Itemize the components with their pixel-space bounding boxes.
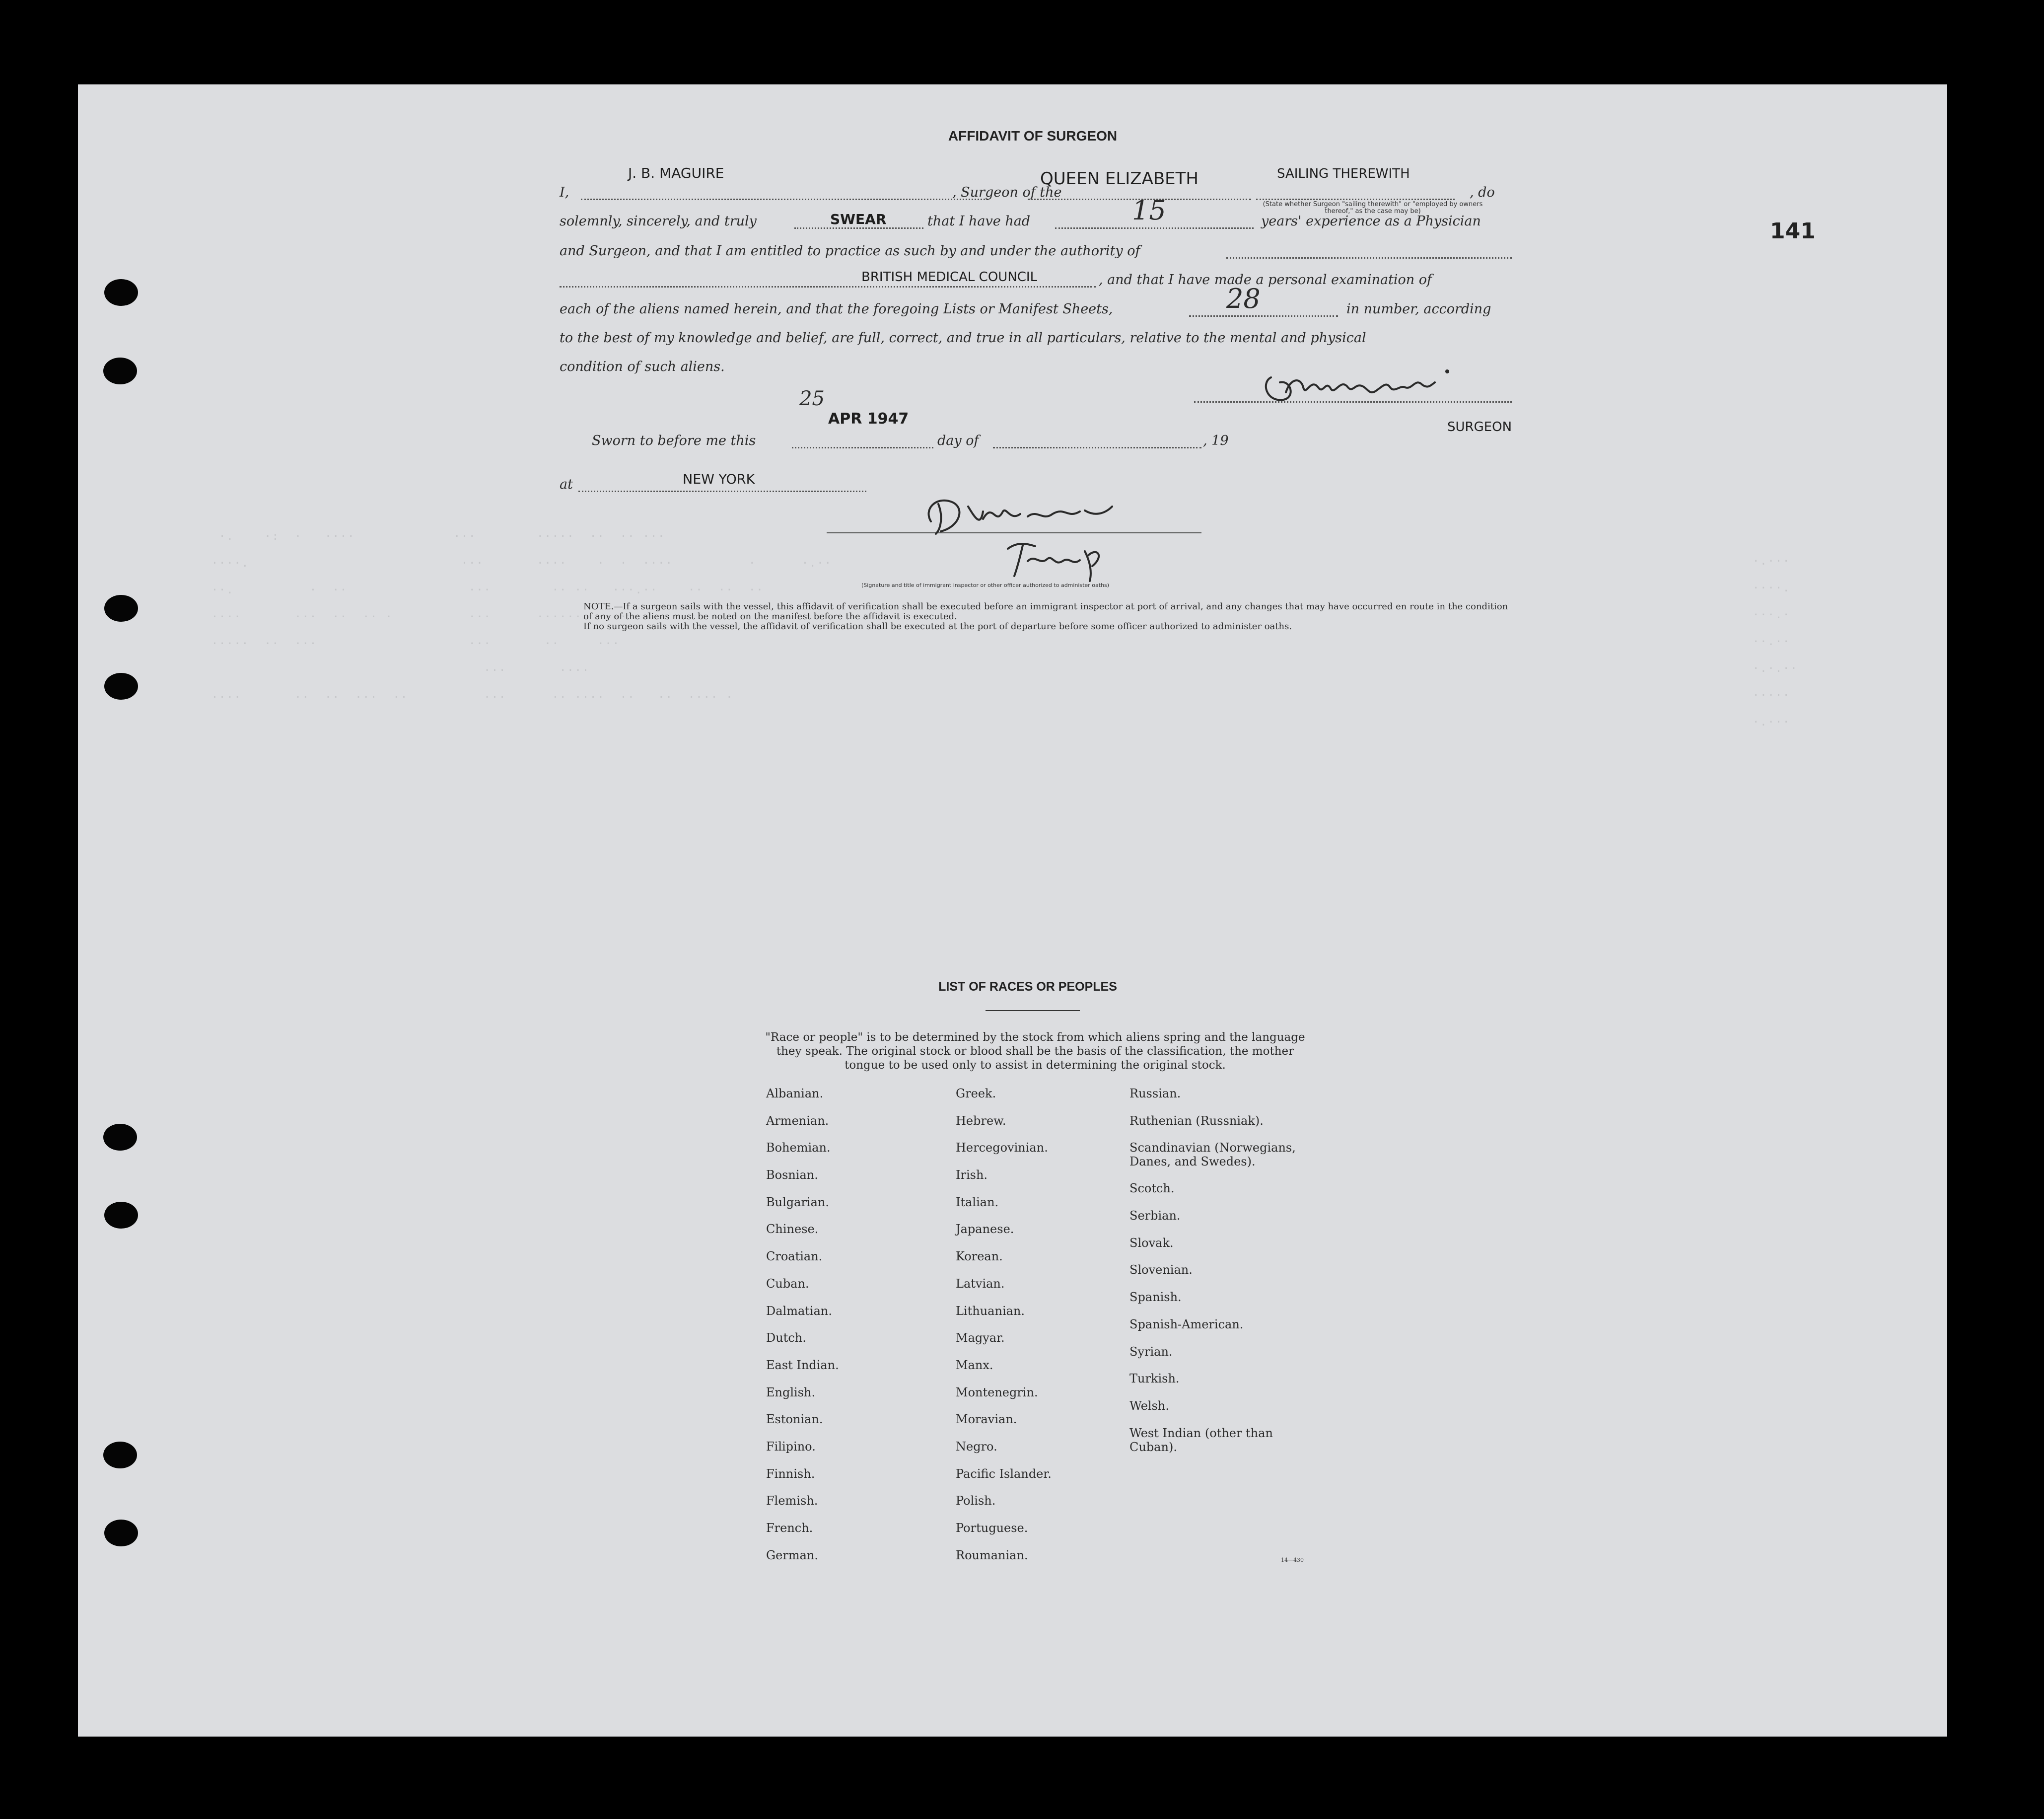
page-number: 141 xyxy=(1770,218,1816,244)
races-title: LIST OF RACES OR PEOPLES xyxy=(938,980,1117,994)
race-entry: Greek. xyxy=(956,1087,996,1100)
race-entry: Serbian. xyxy=(1129,1209,1181,1223)
binder-hole xyxy=(104,673,138,700)
fill-line xyxy=(560,286,1096,288)
race-entry: Portuguese. xyxy=(956,1521,1028,1535)
race-entry: Hercegovinian. xyxy=(956,1141,1048,1155)
race-entry: Armenian. xyxy=(766,1113,829,1128)
note-paragraph-1 xyxy=(583,602,1517,622)
sworn-mid: day of xyxy=(937,433,979,448)
affidavit-line-1-mid: , Surgeon of the xyxy=(952,185,1062,200)
race-entry: Bosnian. xyxy=(766,1168,818,1182)
race-entry: Hebrew. xyxy=(956,1113,1006,1128)
fill-line xyxy=(581,199,988,200)
race-entry: Roumanian. xyxy=(956,1548,1028,1562)
sailing-instruction: (State whether Surgeon "sailing therewith" or "employed by owners thereof," as the case may be) xyxy=(1263,201,1483,215)
sworn-place: NEW YORK xyxy=(683,472,755,487)
affidavit-line-5-prefix: each of the aliens named herein, and that the foregoing Lists or Manifest Sheets, xyxy=(560,301,1113,317)
binder-hole xyxy=(104,1520,138,1546)
note-text-1: —If a surgeon sails with the vessel, this affidavit of verification shall be executed before an immigrant inspector at port of arrival, and any changes that may have occurred en route in the condition of any of the aliens must be noted on the manifest before the affidavit is executed. xyxy=(583,601,1508,622)
binder-hole xyxy=(103,1442,137,1468)
surgeon-name: J. B. MAGUIRE xyxy=(628,165,724,181)
race-entry: Albanian. xyxy=(766,1087,824,1100)
fill-line xyxy=(578,491,866,492)
affidavit-line-5-end: in number, according xyxy=(1346,301,1491,317)
race-entry: Scotch. xyxy=(1129,1181,1175,1196)
note-text-2: If no surgeon sails with the vessel, the affidavit of verification shall be executed at the port of departure before some officer authorized to administer oaths. xyxy=(583,621,1292,632)
signature-caption: (Signature and title of immigrant inspector or other officer authorized to administer oaths) xyxy=(861,582,1110,588)
race-entry: Finnish. xyxy=(766,1466,815,1481)
fill-line xyxy=(1256,199,1455,200)
race-entry: Polish. xyxy=(956,1494,996,1508)
race-entry: Filipino. xyxy=(766,1439,816,1454)
form-number: 14—430 xyxy=(1281,1557,1304,1563)
race-entry: Moravian. xyxy=(956,1412,1017,1427)
races-intro: "Race or people" is to be determined by the stock from which aliens spring and the language they speak. The original stock or blood shall be the basis of the classification, the mother tongue to be used only to assist in determining the original stock. xyxy=(765,1031,1305,1072)
fill-line xyxy=(794,227,923,229)
race-entry: Bohemian. xyxy=(766,1141,831,1155)
binder-hole xyxy=(104,1202,138,1229)
affidavit-line-2-prefix: solemnly, sincerely, and truly xyxy=(560,214,757,229)
sworn-date-stamp: APR 1947 xyxy=(828,410,909,428)
race-entry: West Indian (other than Cuban). xyxy=(1129,1426,1273,1454)
affidavit-line-1-end: , do xyxy=(1470,185,1495,200)
fill-line xyxy=(1226,257,1512,259)
races-column-1 xyxy=(766,1087,839,1575)
race-entry: Estonian. xyxy=(766,1412,823,1427)
affidavit-line-6: to the best of my knowledge and belief, are full, correct, and true in all particulars, relative to the mental and physical xyxy=(560,330,1366,346)
binder-hole xyxy=(104,279,138,306)
race-entry: Irish. xyxy=(956,1168,988,1182)
years-experience: 15 xyxy=(1132,195,1166,226)
race-entry: Turkish. xyxy=(1129,1372,1180,1386)
bleed-through-text: ·. ·: · ···· ··· ····· ·· ·· ··· ····. ··· ···· · · ···· · ·.·· ··. · ·· ··· ·· ·· ···.·· ·· ·· ·· ···· ··· ·· ·· · ··· ······ ···· ·· ····· ·· ··· ··· ·· ··· ··· ···· ···· ·· ·· ··· ·· ··· ·· ···· ·· ·· ···· · xyxy=(211,530,832,704)
bleed-through-text: ·.··· ····. ···.· ··.·· ·.·.·· ····· ·.··· xyxy=(1753,555,1798,728)
affidavit-note xyxy=(583,602,1517,632)
races-title-rule xyxy=(986,1010,1080,1011)
sworn-year: , 19 xyxy=(1203,433,1229,448)
race-entry: East Indian. xyxy=(766,1358,839,1372)
races-column-2 xyxy=(956,1087,1052,1575)
affidavit-line-2-mid: that I have had xyxy=(927,214,1031,229)
affidavit-title: AFFIDAVIT OF SURGEON xyxy=(948,128,1118,144)
race-entry: Chinese. xyxy=(766,1222,819,1237)
surgeon-label: SURGEON xyxy=(1447,420,1512,435)
sworn-prefix: Sworn to before me this xyxy=(592,433,756,448)
race-entry: French. xyxy=(766,1521,813,1535)
race-entry: Italian. xyxy=(956,1195,999,1209)
binder-hole xyxy=(103,1124,137,1151)
affidavit-line-1-prefix: I, xyxy=(560,185,569,200)
fill-line xyxy=(792,447,933,448)
race-entry: Dutch. xyxy=(766,1331,806,1345)
race-entry: Spanish. xyxy=(1129,1290,1182,1305)
surgeon-signature xyxy=(1256,358,1465,412)
race-entry: Flemish. xyxy=(766,1494,818,1508)
race-entry: Latvian. xyxy=(956,1276,1005,1291)
race-entry: Slovenian. xyxy=(1129,1263,1193,1277)
ship-name: QUEEN ELIZABETH xyxy=(1040,169,1198,189)
race-entry: Lithuanian. xyxy=(956,1304,1025,1318)
binder-hole xyxy=(103,358,137,384)
race-entry: Magyar. xyxy=(956,1331,1005,1345)
affidavit-line-4-end: , and that I have made a personal examination of xyxy=(1099,272,1432,288)
races-column-3 xyxy=(1129,1087,1308,1467)
race-entry: Welsh. xyxy=(1129,1398,1169,1413)
fill-line xyxy=(1189,315,1338,317)
race-entry: Spanish-American. xyxy=(1129,1317,1244,1331)
race-entry: Negro. xyxy=(956,1439,997,1454)
race-entry: Pacific Islander. xyxy=(956,1466,1052,1481)
sworn-day: 25 xyxy=(799,387,825,410)
inspector-signature xyxy=(921,492,1199,586)
affidavit-line-2-end: years' experience as a Physician xyxy=(1261,214,1481,229)
race-entry: Japanese. xyxy=(956,1222,1014,1237)
race-entry: Dalmatian. xyxy=(766,1304,833,1318)
note-lead: NOTE. xyxy=(583,601,614,612)
race-entry: English. xyxy=(766,1385,816,1399)
surgeon-status: SAILING THEREWITH xyxy=(1277,166,1410,181)
affidavit-line-3: and Surgeon, and that I am entitled to practice as such by and under the authority of xyxy=(560,243,1140,259)
oath-type: SWEAR xyxy=(830,211,887,227)
licensing-authority: BRITISH MEDICAL COUNCIL xyxy=(861,270,1038,285)
fill-line xyxy=(1055,227,1254,229)
race-entry: Manx. xyxy=(956,1358,993,1372)
at-label: at xyxy=(560,477,573,492)
race-entry: Russian. xyxy=(1129,1087,1181,1100)
fill-line xyxy=(993,447,1201,448)
race-entry: Korean. xyxy=(956,1249,1003,1264)
affidavit-line-7: condition of such aliens. xyxy=(560,359,725,374)
race-entry: Croatian. xyxy=(766,1249,823,1264)
race-entry: Slovak. xyxy=(1129,1236,1174,1250)
race-entry: Scandinavian (Norwegians, Danes, and Swedes). xyxy=(1129,1141,1296,1169)
race-entry: Bulgarian. xyxy=(766,1195,829,1209)
race-entry: German. xyxy=(766,1548,818,1562)
race-entry: Montenegrin. xyxy=(956,1385,1038,1399)
race-entry: Syrian. xyxy=(1129,1344,1173,1359)
binder-hole xyxy=(104,595,138,622)
race-entry: Ruthenian (Russniak). xyxy=(1129,1113,1264,1128)
race-entry: Cuban. xyxy=(766,1276,809,1291)
manifest-sheets-count: 28 xyxy=(1226,283,1261,314)
